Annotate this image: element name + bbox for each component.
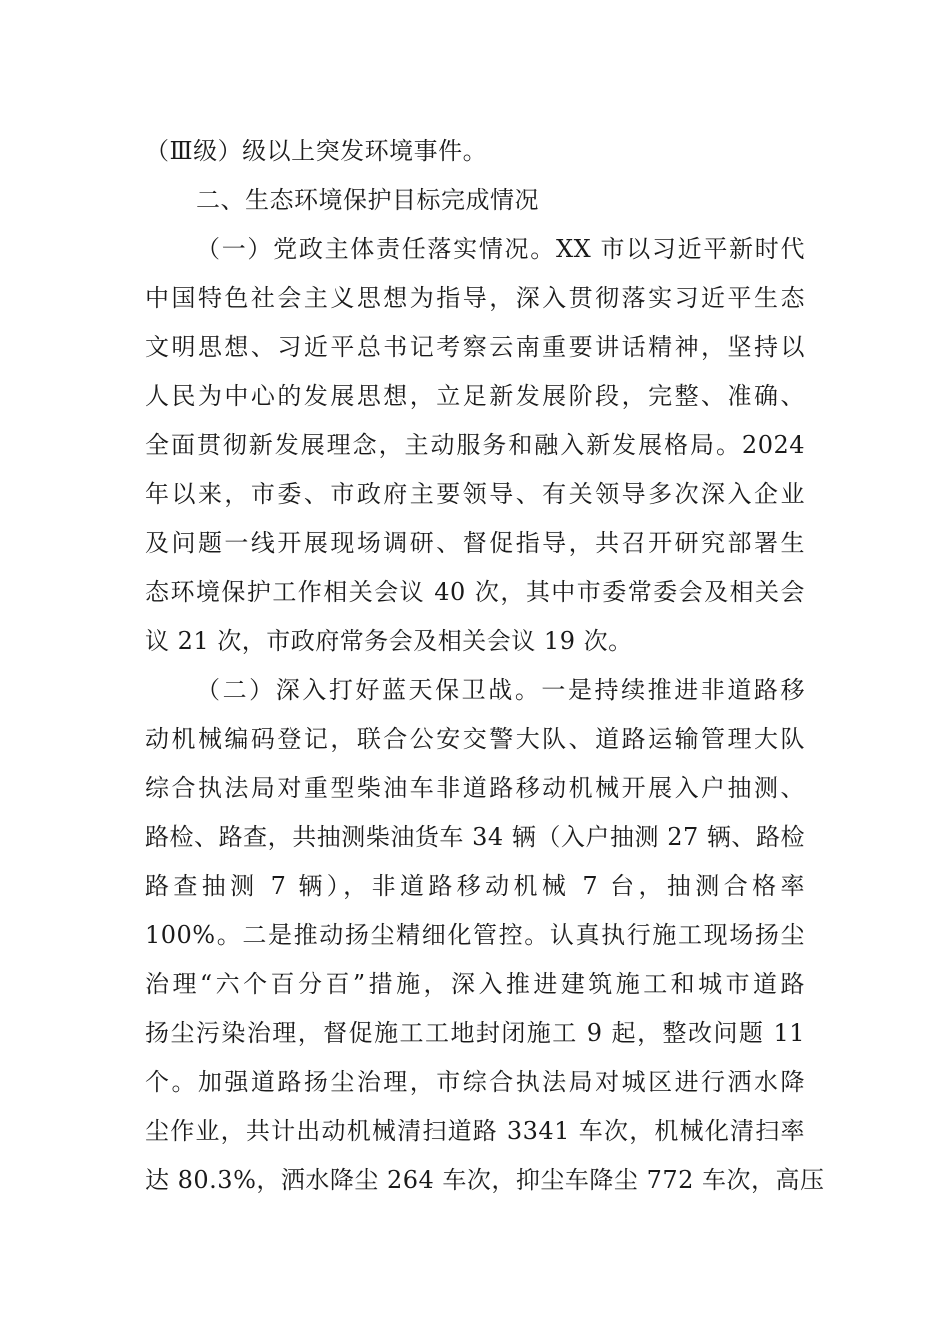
text-line-1: （Ⅲ级）级以上突发环境事件。 <box>145 137 488 165</box>
text-line-11: 议 21 次，市政府常务会及相关会议 19 次。 <box>145 627 633 655</box>
text-line-5: 文明思想、习近平总书记考察云南重要讲话精神，坚持以 <box>145 333 805 361</box>
text-line-8: 年以来，市委、市政府主要领导、有关领导多次深入企业 <box>145 480 805 508</box>
text-line-7: 全面贯彻新发展理念，主动服务和融入新发展格局。2024 <box>145 431 805 459</box>
text-line-16: 路查抽测 7 辆），非道路移动机械 7 台，抽测合格率 <box>145 872 805 900</box>
text-line-14: 综合执法局对重型柴油车非道路移动机械开展入户抽测、 <box>145 774 805 802</box>
text-line-9: 及问题一线开展现场调研、督促指导，共召开研究部署生 <box>145 529 805 557</box>
text-line-19: 扬尘污染治理，督促施工工地封闭施工 9 起，整改问题 11 <box>145 1019 805 1047</box>
text-line-18: 治理“六个百分百”措施，深入推进建筑施工和城市道路 <box>145 970 805 998</box>
text-line-15: 路检、路查，共抽测柴油货车 34 辆（入户抽测 27 辆、路检 <box>145 823 805 851</box>
section-heading: 二、生态环境保护目标完成情况 <box>196 186 539 214</box>
text-line-12: （二）深入打好蓝天保卫战。一是持续推进非道路移 <box>196 676 805 704</box>
text-line-22: 达 80.3%，洒水降尘 264 车次，抑尘车降尘 772 车次，高压 <box>145 1166 825 1194</box>
text-line-21: 尘作业，共计出动机械清扫道路 3341 车次，机械化清扫率 <box>145 1117 805 1145</box>
text-line-20: 个。加强道路扬尘治理，市综合执法局对城区进行洒水降 <box>145 1068 805 1096</box>
text-line-17: 100%。二是推动扬尘精细化管控。认真执行施工现场扬尘 <box>145 921 805 949</box>
text-line-4: 中国特色社会主义思想为指导，深入贯彻落实习近平生态 <box>145 284 805 312</box>
text-line-13: 动机械编码登记，联合公安交警大队、道路运输管理大队 <box>145 725 805 753</box>
text-line-6: 人民为中心的发展思想，立足新发展阶段，完整、准确、 <box>145 382 805 410</box>
text-line-3: （一）党政主体责任落实情况。XX 市以习近平新时代 <box>196 235 805 263</box>
text-line-10: 态环境保护工作相关会议 40 次，其中市委常委会及相关会 <box>145 578 805 606</box>
